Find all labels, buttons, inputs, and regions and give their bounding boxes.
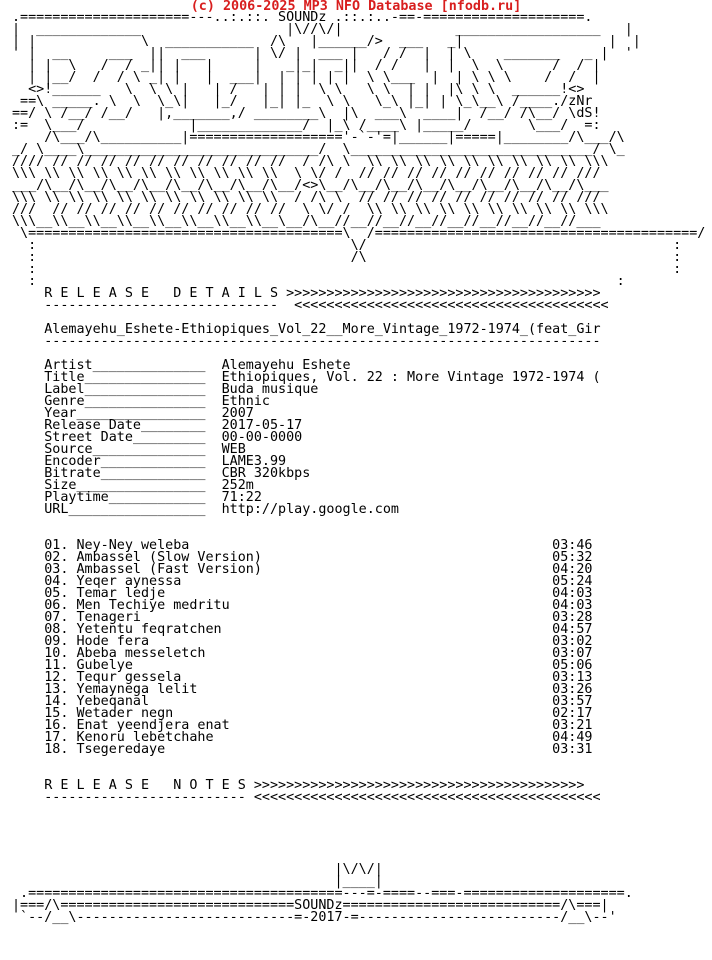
field-label: Playtime: [44, 490, 109, 505]
track-row: [12, 744, 705, 756]
logo-art-line: <>!______ \ \ \ | | / | | | \ \ \ \ | | |\ \ \ ______!<>: [12, 82, 633, 97]
field-value: 71:22: [221, 490, 262, 505]
field-value: CBR 320kbps: [221, 466, 311, 481]
track-title: Ambassel (Slow Version): [76, 550, 262, 565]
track-title: Tequr gessela: [76, 670, 182, 685]
logo-art-line: //// // // // // // // // // // // / /\ \ \\ \\ \\ \\ \\ \\ \\ \\ \\ \\\: [12, 154, 609, 169]
track-number: 12.: [44, 670, 69, 685]
field-value: 2017-05-17: [221, 418, 303, 433]
detail-field-street-date: Street Date_________ 00-00-0000: [44, 430, 303, 445]
detail-field-label: Label_______________ Buda musique: [44, 382, 319, 397]
blank: [12, 804, 705, 816]
track-title: Gubelye: [76, 658, 133, 673]
track-time: 05:32: [552, 550, 593, 565]
track-time: 03:26: [552, 682, 593, 697]
track-number: 01.: [44, 538, 69, 553]
track-title: Hode fera: [76, 634, 150, 649]
nfo-line: : :: [12, 274, 625, 289]
field-label: Bitrate: [44, 466, 101, 481]
track-number: 06.: [44, 598, 69, 613]
detail-field-year: Year________________ 2007: [44, 406, 254, 421]
track-number: 11.: [44, 658, 69, 673]
track-title: Kenoru lebetchahe: [76, 730, 214, 745]
field-value: LAME3.99: [221, 454, 287, 469]
field-value: 00-00-0000: [221, 430, 303, 445]
logo-art-line: \\\ \\ \\ \\ \\ \\ \\ \\ \\ \\ \\ / /\ \ // // // // // // // // // ///: [12, 190, 601, 205]
logo-art-line: .=====================---..:.::. SOUNDz .::.:..-==-====================.: [12, 10, 593, 25]
logo-art-line: | _____________ |\//\/| __________________ |: [12, 22, 633, 37]
release-notes-heading-line: R E L E A S E N O T E S >>>>>>>>>>>>>>>>>>>>>>>>>>>>>>>>>>>>>>>>>: [44, 778, 585, 793]
field-value: Ethnic: [221, 394, 270, 409]
field-value: Buda musique: [221, 382, 319, 397]
blank: [12, 840, 705, 852]
detail-field-playtime: Playtime____________ 71:22: [44, 490, 262, 505]
track-number: 05.: [44, 586, 69, 601]
detail-field-artist: Artist______________ Alemayehu Eshete: [44, 358, 351, 373]
field-label: URL: [44, 502, 69, 517]
divider: ------------------------- <<<<<<<<<<<<<<<<<<<<<<<<<<<<<<<<<<<<<<<<<<<: [12, 790, 601, 805]
field-value: 252m: [221, 478, 254, 493]
track-number: 10.: [44, 646, 69, 661]
detail-field-release-date: Release Date________ 2017-05-17: [44, 418, 303, 433]
field-label: Size: [44, 478, 77, 493]
track-time: 02:17: [552, 706, 593, 721]
logo-art-line: _/ \____\_____________________________/ \______________________________/ \_: [12, 142, 625, 157]
blank: [12, 828, 705, 840]
track-number: 13.: [44, 682, 69, 697]
logo-art-line: | | \ ___________ /\ |______/> ___ _| | |: [12, 34, 641, 49]
logo-art-line: := \___/ |_____________/ |_\ /____\ |_____/ \___/ =:: [12, 118, 601, 133]
blank: [12, 516, 705, 528]
crown-art: |____|: [12, 874, 383, 889]
logo-art-line: ' | __ ___ || ___ | \/ | ___ | / / | | \ _______ _ | ': [12, 46, 633, 61]
footer-art: |===/\=============================SOUNDz===========================/\===|: [12, 898, 609, 913]
track-time: 03:21: [552, 718, 593, 733]
track-number: 04.: [44, 574, 69, 589]
footer-year: 2017: [310, 910, 343, 925]
track-time: 04:49: [552, 730, 593, 745]
detail-field-url: URL_________________ http://play.google.com: [44, 502, 399, 517]
release-name: Alemayehu_Eshete-Ethiopiques_Vol_22__More_Vintage_1972-1974_(feat_Gir: [44, 322, 601, 337]
logo-art-line: ==\ _____. \ \ \_\| |_/ |_| |_ \ \ \_\ |_| | \_\__\ /____./zNr: [12, 94, 593, 109]
track-time: 03:13: [552, 670, 593, 685]
track-number: 14.: [44, 694, 69, 709]
release-details-heading-line: R E L E A S E D E T A I L S >>>>>>>>>>>>>>>>>>>>>>>>>>>>>>>>>>>>>>>: [44, 286, 601, 301]
track-time: 03:02: [552, 634, 593, 649]
logo-art-line: : \/ :: [12, 238, 682, 253]
track-time: 04:03: [552, 598, 593, 613]
logo-art-line: \\\ \\ \\ \\ \\ \\ \\ \\ \\ \\ \\ \ \/ / // // // // // // // // // ///: [12, 166, 601, 181]
logo-art-line: /\___/\__________|==================='-`-'=|______|=====|________/\___/\: [12, 130, 625, 145]
logo-art-line: | |__/ / / \ _| | | ___| | | | | | \ \___ | | \ \ \ / / |: [12, 70, 633, 85]
track-title: Tsegeredaye: [76, 742, 166, 757]
field-label: Label: [44, 382, 85, 397]
field-value: Alemayehu Eshete: [221, 358, 351, 373]
nfo-document: [12, 12, 705, 924]
track-title: Yemaynega lelit: [76, 682, 198, 697]
track-title: Wetader negn: [76, 706, 174, 721]
track-title: Abeba messeletch: [76, 646, 206, 661]
track-time: 03:28: [552, 610, 593, 625]
field-label: Street Date: [44, 430, 133, 445]
blank: [12, 756, 705, 768]
field-label: Title: [44, 370, 85, 385]
track-number: 02.: [44, 550, 69, 565]
track-title: Yebeqanal: [76, 694, 150, 709]
logo-art-line: \=======================================\ /========================================/: [12, 226, 706, 241]
track-title: Men Techiye medritu: [76, 598, 230, 613]
field-label: Genre: [44, 394, 85, 409]
field-label: Year: [44, 406, 77, 421]
logo-art-line: | | \ / / _|| | | | _|_| _|| / / | | \ \ / / |: [12, 58, 633, 73]
detail-field-genre: Genre_______________ Ethnic: [44, 394, 270, 409]
footer-art: `--/__\---------------------------=-2017-=-------------------------/__\--': [12, 910, 617, 925]
logo-art-line: ___/\__/\__/\__/\__/\__/\__/\__/\__/<>\__/\__/\__/\__/\__/\__/\__/\__/\___: [12, 178, 609, 193]
track-time: 04:57: [552, 622, 593, 637]
track-number: 07.: [44, 610, 69, 625]
track-title: Tenageri: [76, 610, 141, 625]
footer-name: SOUNDz: [294, 898, 343, 913]
field-value: Ethiopiques, Vol. 22 : More Vintage 1972-1974 (: [221, 370, 601, 385]
track-number: 08.: [44, 622, 69, 637]
blank: [12, 816, 705, 828]
field-label: Artist: [44, 358, 93, 373]
divider: ----------------------------- <<<<<<<<<<<<<<<<<<<<<<<<<<<<<<<<<<<<<<<: [12, 298, 609, 313]
track-number: 16.: [44, 718, 69, 733]
track-title: Ney-Ney weleba: [76, 538, 190, 553]
track-number: 17.: [44, 730, 69, 745]
detail-field-encoder: Encoder_____________ LAME3.99: [44, 454, 287, 469]
track-title: Ambassel (Fast Version): [76, 562, 262, 577]
detail-field-source: Source______________ WEB: [44, 442, 246, 457]
field-label: Source: [44, 442, 93, 457]
track-time: 03:46: [552, 538, 593, 553]
logo-art-line: : /\ :: [12, 250, 682, 265]
release-details-heading: R E L E A S E D E T A I L S: [44, 286, 279, 301]
track-title: Temar ledje: [76, 586, 166, 601]
field-value: 2007: [221, 406, 254, 421]
footer-art: .=======================================---=-====--===-====================.: [12, 886, 633, 901]
nfodb-header: (c) 2006-2025 MP3 NFO Database [nfodb.ru]: [190, 0, 522, 14]
crown-art: |\/\/|: [12, 862, 383, 877]
logo-art-line: : :: [12, 262, 682, 277]
track-title: Yeqer aynessa: [76, 574, 182, 589]
track-time: 04:20: [552, 562, 593, 577]
track-title: Yetentu feqratchen: [76, 622, 222, 637]
track-number: 18.: [44, 742, 69, 757]
release-notes-heading: R E L E A S E N O T E S: [44, 778, 246, 793]
field-value: http://play.google.com: [221, 502, 399, 517]
detail-field-title: Title_______________ Ethiopiques, Vol. 22 : More Vintage 1972-1974 (: [44, 370, 601, 385]
track-number: 15.: [44, 706, 69, 721]
logo-art-line: ==/ \ /__/ /__/ |,_______,/ ________\ |\ ___\ ____| /__/ /\__/ \dS!: [12, 106, 601, 121]
track-time: 05:06: [552, 658, 593, 673]
detail-field-bitrate: Bitrate_____________ CBR 320kbps: [44, 466, 311, 481]
field-value: WEB: [221, 442, 246, 457]
divider: ---------------------------------------------------------------------: [12, 334, 601, 349]
detail-field-size: Size________________ 252m: [44, 478, 254, 493]
logo-art-line: /// // // // // // // // // // // \ \/ / \\ \\ \\ \\ \\ \\ \\ \\ \\ \\\: [12, 202, 609, 217]
track-time: 03:57: [552, 694, 593, 709]
field-label: Encoder: [44, 454, 101, 469]
track-time: 03:07: [552, 646, 593, 661]
logo-art-line: \\\__\\__\\__\\__\\__\\__\\__\\__\__/\__//__//__//__//__//__//__//__//___: [12, 214, 601, 229]
track-time: 04:03: [552, 586, 593, 601]
track-time: 03:31: [552, 742, 593, 757]
track-time: 05:24: [552, 574, 593, 589]
track-title: Enat yeendjera enat: [76, 718, 230, 733]
track-number: 09.: [44, 634, 69, 649]
field-label: Release Date: [44, 418, 141, 433]
track-number: 03.: [44, 562, 69, 577]
